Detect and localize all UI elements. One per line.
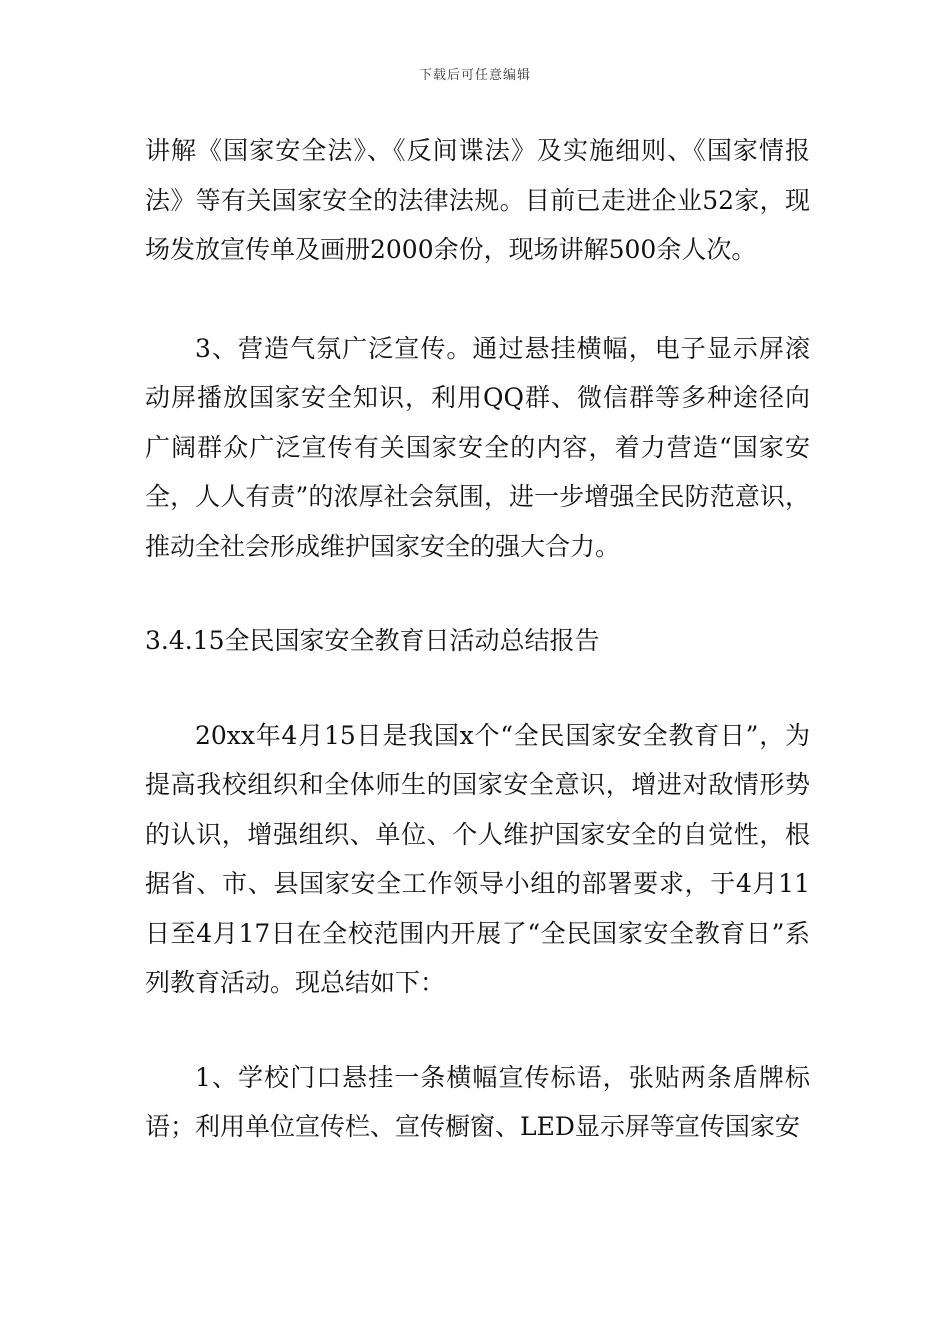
paragraph-banner-slogans: 1、学校门口悬挂一条横幅宣传标语，张贴两条盾牌标语；利用单位宣传栏、宣传橱窗、LED显示屏等宣传国家安 bbox=[145, 1062, 810, 1141]
paragraph-gap bbox=[145, 666, 810, 711]
section-heading: 3.4.15全民国家安全教育日活动总结报告 bbox=[145, 626, 600, 655]
page-header: 下载后可任意编辑 bbox=[418, 68, 531, 83]
paragraph-law-lecture: 讲解《国家安全法》、《反间谍法》及实施细则、《国家情报法》等有关国家安全的法律法规。目前已走进企业52家，现场发放宣传单及画册2000余份，现场讲解500余人次。 bbox=[145, 136, 810, 264]
paragraph-report-intro: 20xx年4月15日是我国x个“全民国家安全教育日”，为提高我校组织和全体师生的国家安全意识，增进对敌情形势的认识，增强组织、单位、个人维护国家安全的自觉性，根据省、市、县国家安全工作领导小组的部署要求，于4月11日至4月17日在全校范围内开展了“全民国家安全教育日”系列教育活动。现总结如下： bbox=[145, 720, 810, 997]
paragraph-gap bbox=[145, 571, 810, 616]
paragraph-publicity-atmosphere: 3、营造气氛广泛宣传。通过悬挂横幅，电子显示屏滚动屏播放国家安全知识，利用QQ群、微信群等多种途径向广阔群众广泛宣传有关国家安全的内容，着力营造“国家安全，人人有责”的浓厚社会氛围，进一步增强全民防范意识，推动全社会形成维护国家安全的强大合力。 bbox=[145, 333, 810, 561]
paragraph-gap bbox=[145, 275, 810, 324]
paragraph-gap bbox=[145, 1008, 810, 1053]
document-body bbox=[145, 126, 810, 1152]
